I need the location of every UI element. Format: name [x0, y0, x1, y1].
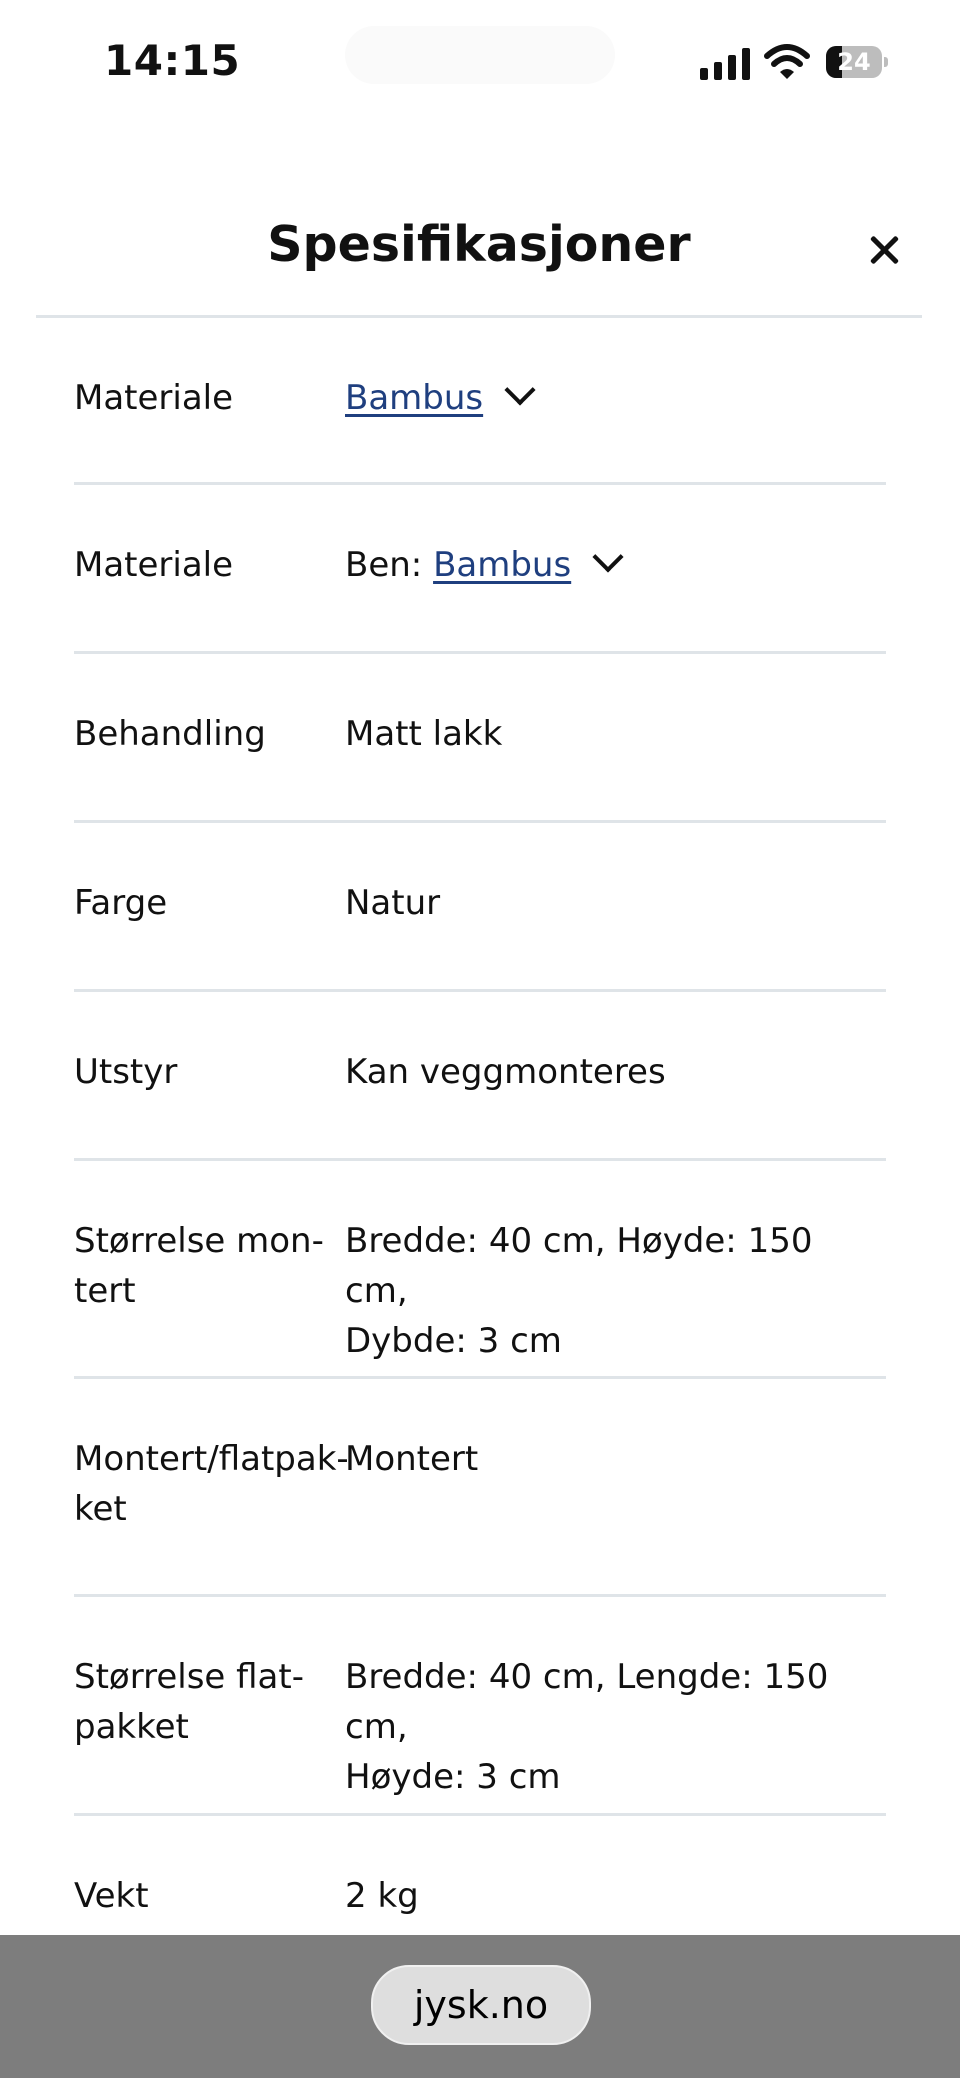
spec-label-line: pakket: [74, 1707, 189, 1747]
spec-value: Natur: [345, 883, 441, 923]
spec-label: [74, 1652, 334, 1752]
status-bar: [0, 0, 960, 125]
wifi-icon: [764, 44, 810, 80]
spec-label: Materiale: [74, 545, 234, 585]
spec-label: [74, 1434, 349, 1534]
spec-row-material-legs: [74, 485, 886, 654]
spec-row-material: [74, 318, 886, 485]
spec-value: Montert: [345, 1439, 479, 1479]
spec-value-line: Bredde: 40 cm, Høyde: 150 cm,: [345, 1221, 813, 1311]
spec-value-line: Høyde: 3 cm: [345, 1757, 561, 1797]
address-bar[interactable]: jysk.no: [371, 1965, 591, 2045]
dynamic-island: [345, 26, 615, 84]
spec-label: Materiale: [74, 378, 234, 418]
spec-value-line: Bredde: 40 cm, Lengde: 150 cm,: [345, 1657, 829, 1747]
status-time: 14:15: [104, 36, 241, 85]
spec-label: [74, 1216, 334, 1316]
close-icon[interactable]: [862, 228, 906, 272]
specifications-list: [74, 318, 886, 1966]
spec-label-line: Størrelse mon-: [74, 1221, 324, 1261]
cellular-signal-icon: [700, 48, 752, 80]
spec-value: [345, 1216, 885, 1366]
spec-row-size-flatpacked: [74, 1597, 886, 1816]
value-prefix: Ben:: [345, 545, 434, 585]
spec-label: Behandling: [74, 714, 266, 754]
spec-label: Utstyr: [74, 1052, 178, 1092]
spec-row-assembled: [74, 1379, 886, 1597]
spec-label-line: Montert/flatpak-: [74, 1439, 349, 1479]
chevron-down-icon[interactable]: [505, 374, 536, 405]
spec-value: [345, 540, 885, 590]
spec-value-line: Dybde: 3 cm: [345, 1321, 562, 1361]
spec-row-color: [74, 823, 886, 992]
spec-value: Kan veggmonteres: [345, 1052, 666, 1092]
page-title: Spesifikasjoner: [267, 216, 691, 273]
chevron-down-icon[interactable]: [593, 541, 624, 572]
spec-row-treatment: [74, 654, 886, 823]
spec-label: Farge: [74, 883, 168, 923]
battery-icon: [826, 46, 888, 80]
spec-value: 2 kg: [345, 1876, 419, 1916]
spec-value: [345, 373, 885, 423]
browser-bottom-bar: [0, 1935, 960, 2078]
sheet-header: [36, 170, 922, 318]
spec-label: Vekt: [74, 1876, 149, 1916]
spec-label-line: ket: [74, 1489, 127, 1529]
material-link[interactable]: Bambus: [433, 545, 572, 585]
spec-value: [345, 1652, 885, 1802]
spec-value: Matt lakk: [345, 714, 503, 754]
spec-row-size-mounted: [74, 1161, 886, 1379]
spec-label-line: Størrelse flat-: [74, 1657, 304, 1697]
spec-label-line: tert: [74, 1271, 136, 1311]
battery-level: 24: [837, 48, 871, 76]
spec-row-equipment: [74, 992, 886, 1161]
material-link[interactable]: Bambus: [345, 378, 484, 418]
